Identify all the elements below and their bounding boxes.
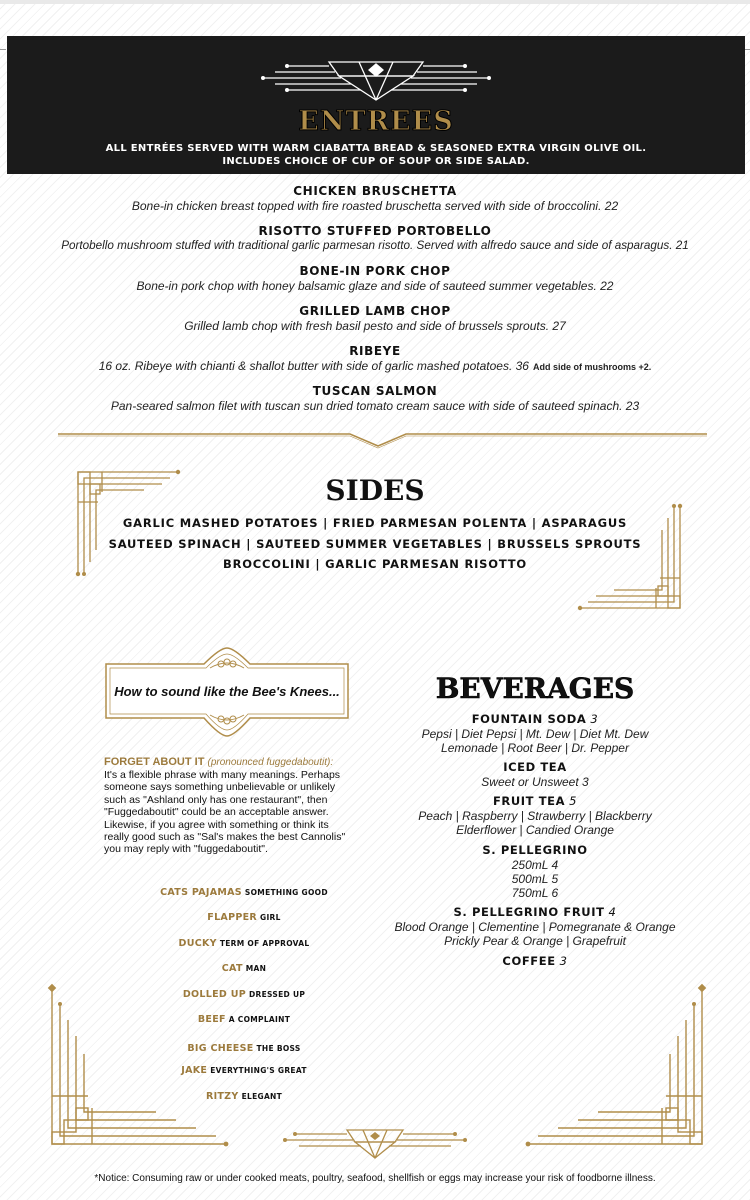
beverage-line: 500mL 5 [511,872,559,886]
slang-term: FLAPPER [207,912,258,923]
slang-term: DUCKY [178,938,217,949]
art-deco-footer-ornament [275,1120,475,1170]
sides-line: GARLIC MASHED POTATOES | FRIED PARMESAN POLENTA | ASPARAGUS [122,516,628,530]
slang-term: BEEF [197,1014,226,1025]
slang-entry [104,880,384,899]
slang-meaning: SOMETHING GOOD [244,888,328,897]
beverage-price: 5 [569,794,578,808]
beverage-line: Sweet or Unsweet 3 [481,775,589,789]
entree-name: CHICKEN BRUSCHETTA [293,184,457,198]
beverage-name: S. PELLEGRINO [482,843,588,857]
slang-entry [104,931,384,950]
beverage-line: Blood Orange | Clementine | Pomegranate & Orange [394,920,676,934]
slang-term: DOLLED UP [182,989,246,1000]
beverage-line: Elderflower | Candied Orange [456,823,614,837]
slang-term: BIG CHEESE [187,1043,254,1054]
entree-name: RISOTTO STUFFED PORTOBELLO [258,224,492,238]
slang-entry [104,956,384,975]
slang-meaning: TERM OF APPROVAL [219,939,310,948]
crop-mark [0,49,6,50]
food-safety-notice: *Notice: Consuming raw or under cooked meats, poultry, seafood, shellfish or eggs may increase your risk of foodborne illness. [94,1173,656,1184]
slang-term: CATS PAJAMAS [160,887,242,898]
slang-meaning: MAN [245,964,267,973]
entree-description: 16 oz. Ribeye with chianti & shallot butter with side of garlic mashed potatoes. 36 Add side of mushrooms +2. [98,359,652,373]
beverage-name: FOUNTAIN SODA 3 [471,712,599,726]
slang-term: CAT [221,963,243,974]
slang-meaning: GIRL [260,913,281,922]
bees-knees-title: How to sound like the Bee's Knees... [114,684,340,699]
beverage-item [390,712,680,755]
slang-entry [104,905,384,924]
entree-description: Pan-seared salmon filet with tuscan sun dried tomato cream sauce with side of sauteed spinach. 23 [110,399,640,413]
beverage-name: ICED TEA [503,760,567,774]
forget-about-it-heading: FORGET ABOUT IT (pronounced fuggedaboutit): [104,756,334,768]
entree-price: 27 [552,319,566,333]
beverage-price: 4 [608,905,617,919]
beverage-item [390,954,680,969]
beverage-line: Peach | Raspberry | Strawberry | Blackberry [418,809,652,823]
entree-item [0,184,750,214]
sides-line: BROCCOLINI | GARLIC PARMESAN RISOTTO [223,557,527,571]
deco-corner-ornament [518,984,708,1156]
beverage-price: 3 [559,954,568,968]
entree-name: RIBEYE [349,344,401,358]
entree-price: 22 [604,199,619,213]
beverage-line: 750mL 6 [511,886,559,900]
entree-item [0,224,750,254]
entrees-note-line-1: ALL ENTRÉES SERVED WITH WARM CIABATTA BREAD & SEASONED EXTRA VIRGIN OLIVE OIL. [105,143,647,154]
entree-price: 23 [625,399,640,413]
beverage-item [390,843,680,900]
slang-term: JAKE [181,1065,208,1076]
entree-extra: Add side of mushrooms +2. [532,362,652,372]
entree-item [0,264,750,294]
beverage-line: Pepsi | Diet Pepsi | Mt. Dew | Diet Mt. Dew [421,727,649,741]
slang-meaning: THE BOSS [256,1044,301,1053]
beverage-name: S. PELLEGRINO FRUIT 4 [453,905,617,919]
entrees-title: ENTREES [298,106,454,137]
beverage-item [390,794,680,837]
beverages-title: BEVERAGES [435,672,635,705]
entree-description: Portobello mushroom stuffed with traditional garlic parmesan risotto. Served with alfredo sauce and side of asparagus. 21 [61,239,689,252]
entree-item [0,384,750,414]
gold-divider [0,428,750,452]
beverage-line: Lemonade | Root Beer | Dr. Pepper [441,741,629,755]
sides-title: SIDES [325,474,425,507]
entree-price: 22 [600,279,614,293]
slang-meaning: ELEGANT [241,1092,283,1101]
entree-name: TUSCAN SALMON [312,384,438,398]
entree-item [0,344,750,374]
beverage-name: COFFEE 3 [502,954,568,968]
beverage-line: Prickly Pear & Orange | Grapefruit [444,934,626,948]
beverage-item [390,905,680,948]
slang-meaning: A COMPLAINT [228,1015,291,1024]
slang-meaning: EVERYTHING'S GREAT [210,1066,307,1075]
beverage-price: 3 [590,712,599,726]
forget-about-it-body: It's a flexible phrase with many meanings. Perhaps someone says something unbelievable or unlikely such as "Ashland only has one restaurant", then "Fuggedaboutit" could be an acceptable answer. Likewise, if you agree with something or think its really good such as "Sal's makes the best Cannolis" you may reply with "fuggedaboutit". [104,769,346,856]
slang-meaning: DRESSED UP [249,990,306,999]
sides-line: SAUTEED SPINACH | SAUTEED SUMMER VEGETABLES | BRUSSELS SPROUTS [108,537,642,551]
entree-name: BONE-IN PORK CHOP [299,264,451,278]
entree-name: GRILLED LAMB CHOP [299,304,451,318]
deco-corner-ornament [46,984,236,1156]
beverage-name: FRUIT TEA 5 [492,794,578,808]
entrees-header [7,36,745,174]
pronunciation: (pronounced fuggedaboutit): [207,757,334,768]
beverage-item [390,760,680,789]
entree-description: Grilled lamb chop with fresh basil pesto and side of brussels sprouts. 27 [184,319,566,333]
entree-price: 36 [515,359,529,373]
entree-item [0,304,750,334]
entree-description: Bone-in chicken breast topped with fire roasted bruschetta served with side of broccolini. 22 [131,199,619,213]
beverage-line: 250mL 4 [511,858,559,872]
top-edge [0,0,750,4]
entrees-note-line-2: INCLUDES CHOICE OF CUP OF SOUP OR SIDE SALAD. [222,156,530,167]
entree-description: Bone-in pork chop with honey balsamic glaze and side of sauteed summer vegetables. 22 [136,279,614,293]
slang-term: RITZY [205,1091,239,1102]
entree-price: 21 [675,239,689,252]
